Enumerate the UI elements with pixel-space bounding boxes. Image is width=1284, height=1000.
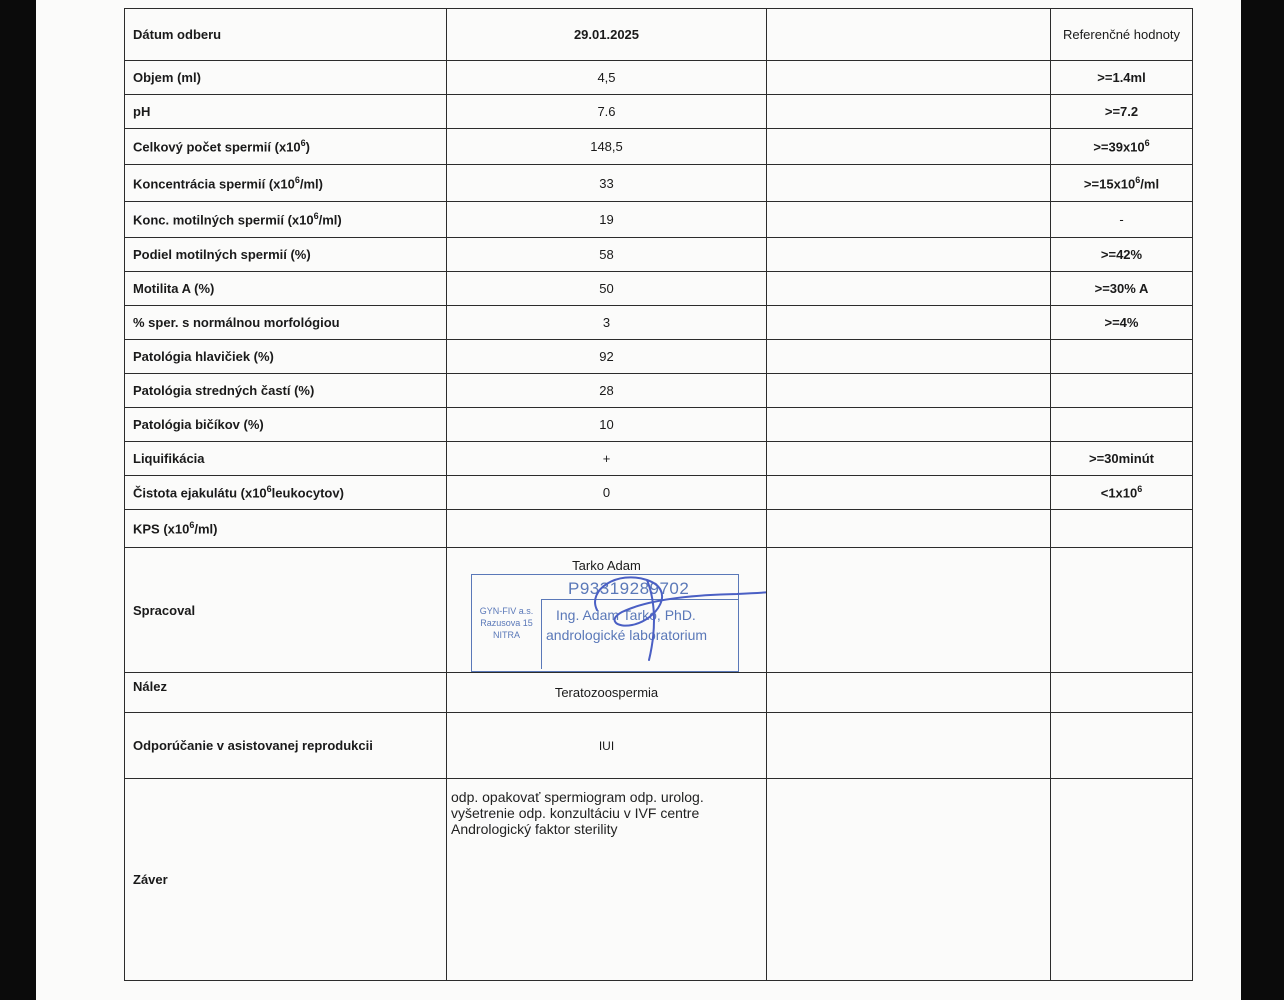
row-value-text: 33 xyxy=(599,175,614,191)
table-row xyxy=(125,238,1193,272)
row-label-suffix: ) xyxy=(305,139,310,155)
row-label xyxy=(125,238,447,272)
empty-cell xyxy=(767,548,1051,673)
conclusion-text: odp. opakovať spermiogram odp. urolog. vyšetrenie odp. konzultáciu v IVF centre Andrologický faktor sterility xyxy=(451,789,704,837)
table-row xyxy=(125,442,1193,476)
row-value xyxy=(447,374,767,408)
row-label xyxy=(125,374,447,408)
row-reference xyxy=(1051,165,1193,202)
table-row xyxy=(125,476,1193,510)
finding-value xyxy=(447,673,767,713)
row-value xyxy=(447,61,767,95)
row-reference xyxy=(1051,272,1193,306)
row-label xyxy=(125,272,447,306)
row-value xyxy=(447,408,767,442)
row-value-text: 3 xyxy=(602,315,611,330)
row-value-text: 0 xyxy=(602,485,611,500)
row-reference-text: >=15x10 xyxy=(1083,176,1136,192)
empty-cell xyxy=(767,442,1051,476)
row-value xyxy=(447,306,767,340)
laboratory-stamp xyxy=(471,574,739,672)
processor-name: Tarko Adam xyxy=(572,558,641,573)
conclusion-value xyxy=(447,779,767,981)
row-value-text: 148,5 xyxy=(590,139,623,154)
row-label-suffix: /ml) xyxy=(318,212,342,228)
table-row xyxy=(125,95,1193,129)
row-reference-sup: 6 xyxy=(1137,484,1143,495)
stamp-company-line: Razusova 15 xyxy=(480,618,533,628)
reference-header: Referenčné hodnoty xyxy=(1051,9,1193,61)
stamp-code: P93319289702 xyxy=(568,579,690,598)
empty-cell xyxy=(767,129,1051,165)
empty-cell xyxy=(1051,673,1193,713)
row-label-text: Liquifikácia xyxy=(133,451,205,466)
table-row xyxy=(125,202,1193,238)
row-value-text: 4,5 xyxy=(597,70,616,85)
row-value-text: 92 xyxy=(599,349,614,364)
empty-cell xyxy=(767,165,1051,202)
empty-cell xyxy=(1051,713,1193,779)
empty-cell xyxy=(767,238,1051,272)
stamp-divider xyxy=(542,599,738,600)
row-label-sup: 6 xyxy=(266,484,272,495)
row-reference-text: <1x10 xyxy=(1100,485,1138,501)
conclusion-label-text: Záver xyxy=(133,872,168,887)
row-value xyxy=(447,340,767,374)
table-row xyxy=(125,165,1193,202)
table-row xyxy=(125,374,1193,408)
row-value-text: 7.6 xyxy=(597,104,616,119)
table-row xyxy=(125,61,1193,95)
row-reference-text: >=4% xyxy=(1104,315,1139,330)
row-reference-text: >=30minút xyxy=(1088,451,1155,466)
document-page xyxy=(36,0,1241,1000)
empty-cell xyxy=(767,9,1051,61)
row-value xyxy=(447,202,767,238)
row-label xyxy=(125,129,447,165)
table-row xyxy=(125,408,1193,442)
row-value-text: 19 xyxy=(599,212,614,227)
row-reference-text: >=39x10 xyxy=(1093,139,1145,155)
row-label xyxy=(125,510,447,548)
table-row xyxy=(125,272,1193,306)
table-row xyxy=(125,129,1193,165)
recommendation-value xyxy=(447,713,767,779)
empty-cell xyxy=(767,408,1051,442)
row-label xyxy=(125,408,447,442)
table-row xyxy=(125,510,1193,548)
stamp-name-line: Ing. Adam Tarko, PhD. xyxy=(556,607,696,623)
row-value xyxy=(447,442,767,476)
row-label-text: Konc. motilných spermií (x10 xyxy=(133,212,314,228)
table-row-odporucanie xyxy=(125,713,1193,779)
stamp-area xyxy=(447,548,766,672)
empty-cell xyxy=(767,95,1051,129)
row-reference xyxy=(1051,510,1193,548)
recommendation-label-text: Odporúčanie v asistovanej reprodukcii xyxy=(133,738,373,753)
row-reference-suffix: /ml xyxy=(1140,176,1160,192)
row-reference xyxy=(1051,95,1193,129)
row-label xyxy=(125,476,447,510)
row-reference xyxy=(1051,306,1193,340)
row-label-suffix: leukocytov) xyxy=(271,485,344,501)
row-label-text: Patológia hlavičiek (%) xyxy=(133,349,274,364)
row-reference xyxy=(1051,202,1193,238)
stamp-company-line: GYN-FIV a.s. xyxy=(479,606,534,616)
row-label-sup: 6 xyxy=(313,211,319,222)
header-row xyxy=(125,9,1193,61)
row-label xyxy=(125,442,447,476)
empty-cell xyxy=(767,510,1051,548)
table-row xyxy=(125,340,1193,374)
row-label xyxy=(125,202,447,238)
finding-value-text: Teratozoospermia xyxy=(554,685,659,700)
empty-cell xyxy=(1051,779,1193,981)
row-value xyxy=(447,238,767,272)
row-label xyxy=(125,306,447,340)
row-reference-text: >=7.2 xyxy=(1104,104,1139,119)
row-reference xyxy=(1051,408,1193,442)
row-value xyxy=(447,95,767,129)
row-label-suffix: /ml) xyxy=(299,176,323,192)
recommendation-label xyxy=(125,713,447,779)
row-label-text: Patológia stredných častí (%) xyxy=(133,383,315,398)
empty-cell xyxy=(767,713,1051,779)
empty-cell xyxy=(767,779,1051,981)
empty-cell xyxy=(767,476,1051,510)
row-value-text: + xyxy=(602,451,611,466)
row-label-sup: 6 xyxy=(189,520,195,531)
stamp-lab-line: andrologické laboratorium xyxy=(546,627,708,643)
row-label xyxy=(125,61,447,95)
row-value-text: 28 xyxy=(599,383,614,398)
row-label-sup: 6 xyxy=(300,138,306,149)
row-label-text: % sper. s normálnou morfológiou xyxy=(133,315,340,330)
date-value: 29.01.2025 xyxy=(447,9,767,61)
row-value-text: 58 xyxy=(599,247,614,262)
empty-cell xyxy=(767,272,1051,306)
row-reference-sup: 6 xyxy=(1144,138,1150,149)
row-label xyxy=(125,165,447,202)
row-value xyxy=(447,272,767,306)
empty-cell xyxy=(767,340,1051,374)
row-label-text: Celkový počet spermií (x10 xyxy=(133,139,301,155)
row-label-text: Koncentrácia spermií (x10 xyxy=(133,176,295,192)
stamp-company-line: NITRA xyxy=(493,630,520,640)
table-row xyxy=(125,306,1193,340)
row-reference-text: >=30% A xyxy=(1094,281,1149,296)
row-label-text: Čistota ejakulátu (x10 xyxy=(133,485,267,501)
row-value-text: 10 xyxy=(599,417,614,432)
row-label-text: Motilita A (%) xyxy=(133,281,215,296)
row-value xyxy=(447,129,767,165)
spermiogram-table xyxy=(124,8,1193,981)
row-reference xyxy=(1051,61,1193,95)
row-reference xyxy=(1051,129,1193,165)
row-reference xyxy=(1051,374,1193,408)
recommendation-value-text: IUI xyxy=(598,738,615,753)
stamp-company-box xyxy=(472,599,542,669)
row-label-text: Objem (ml) xyxy=(133,70,201,85)
row-label xyxy=(125,95,447,129)
row-reference xyxy=(1051,340,1193,374)
row-reference xyxy=(1051,476,1193,510)
spracoval-label-text: Spracoval xyxy=(133,602,196,618)
row-reference-text: - xyxy=(1119,212,1124,227)
row-label-suffix: /ml) xyxy=(194,521,218,537)
finding-label-text: Nález xyxy=(133,679,167,694)
empty-cell xyxy=(767,306,1051,340)
row-label xyxy=(125,340,447,374)
row-label-text: KPS (x10 xyxy=(133,521,190,537)
row-label-text: Patológia bičíkov (%) xyxy=(133,417,264,432)
empty-cell xyxy=(767,61,1051,95)
spracoval-value xyxy=(447,548,767,673)
row-value xyxy=(447,165,767,202)
row-reference-text: >=1.4ml xyxy=(1097,70,1146,85)
conclusion-label xyxy=(125,779,447,981)
empty-cell xyxy=(767,374,1051,408)
row-value xyxy=(447,510,767,548)
row-reference-text: >=42% xyxy=(1100,247,1143,262)
row-label-text: Podiel motilných spermií (%) xyxy=(133,247,311,262)
empty-cell xyxy=(1051,548,1193,673)
row-reference xyxy=(1051,238,1193,272)
row-label-sup: 6 xyxy=(294,174,300,185)
row-reference-sup: 6 xyxy=(1135,174,1141,185)
table-row-spracoval xyxy=(125,548,1193,673)
finding-label xyxy=(125,673,447,713)
row-reference xyxy=(1051,442,1193,476)
row-value xyxy=(447,476,767,510)
row-label-text: pH xyxy=(133,104,151,119)
date-label: Dátum odberu xyxy=(125,9,447,61)
empty-cell xyxy=(767,202,1051,238)
spracoval-label xyxy=(125,548,447,673)
empty-cell xyxy=(767,673,1051,713)
table-row-nalez xyxy=(125,673,1193,713)
row-value-text: 50 xyxy=(599,281,614,296)
table-row-zaver xyxy=(125,779,1193,981)
